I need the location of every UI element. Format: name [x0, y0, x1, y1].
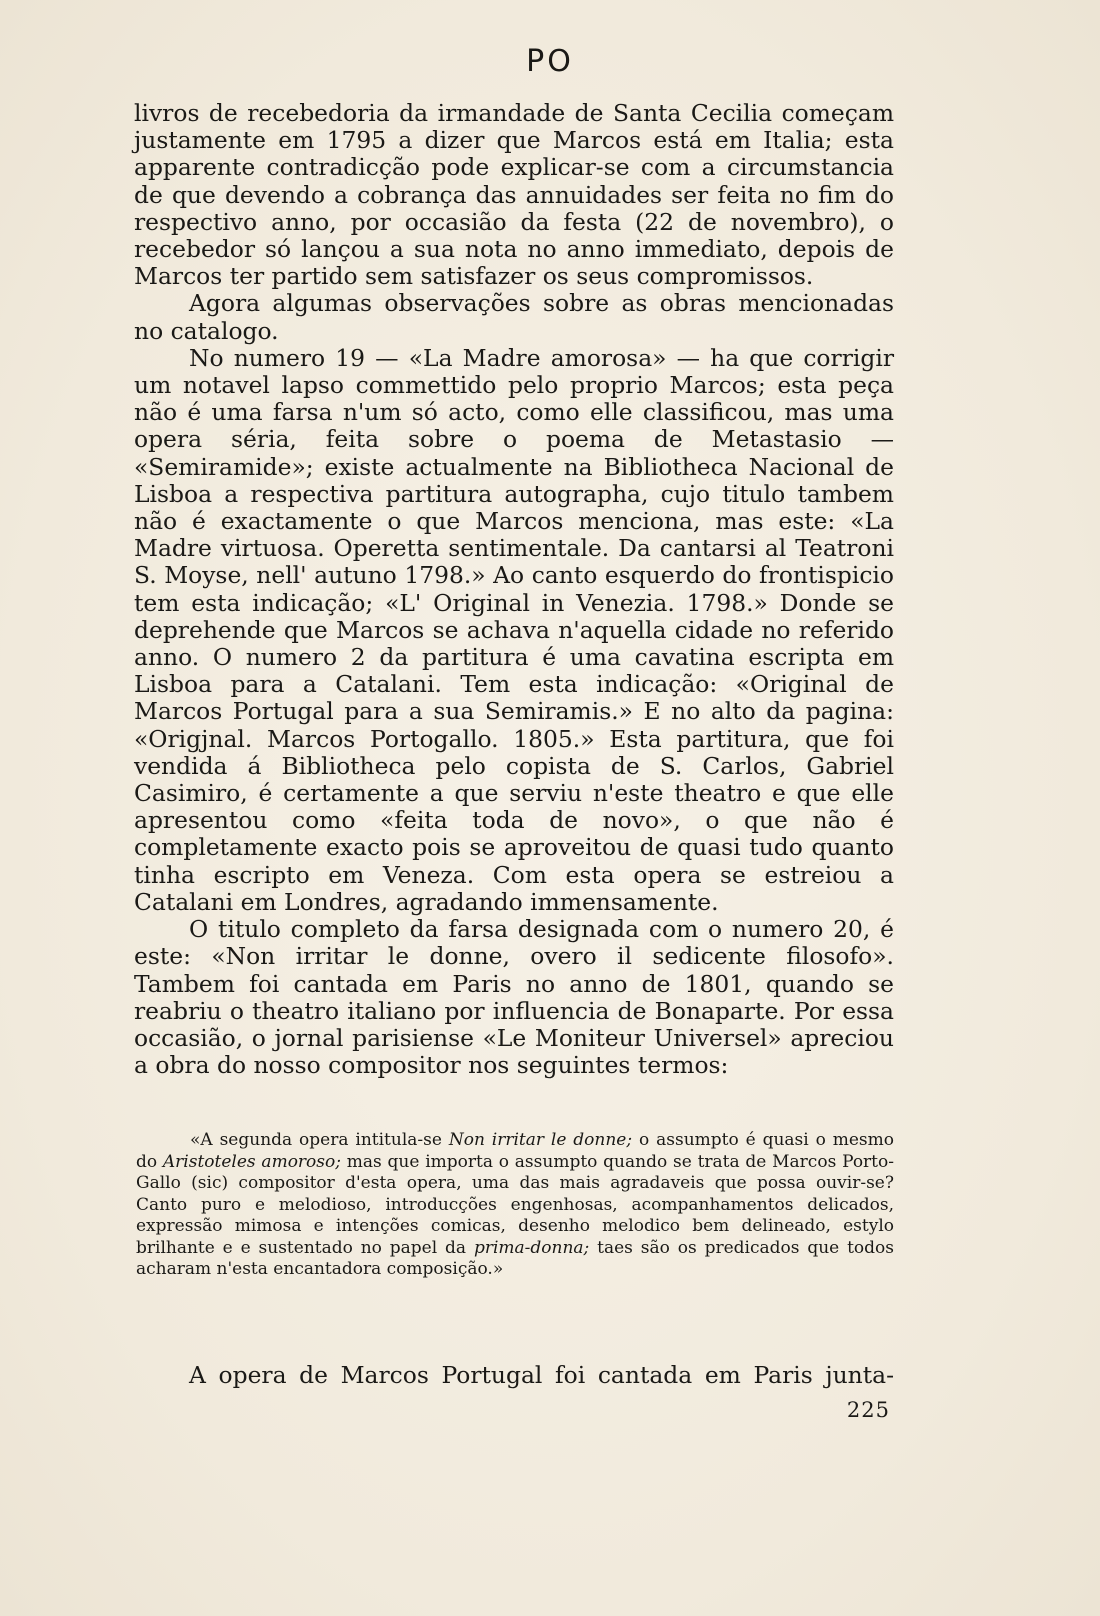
quote-title-non-irritar: Non irritar le donne;: [448, 1130, 633, 1150]
quote-text-2: o assumpto é quasi o mesmo do: [136, 1130, 894, 1172]
running-header: PO: [526, 44, 574, 79]
paragraph-1: livros de recebedoria da irmandade de Santa Cecilia começam justamente em 1795 a dizer que Marcos está em Italia; esta apparente contradicção pode explicar-se com a circumstancia de que devendo a cobrança das annuidades ser feita no fim do respectivo anno, por occasião da festa (22 de novembro), o recebedor só lançou a sua nota no anno immediato, depois de Marcos ter partido sem satisfazer os seus compromissos.: [134, 99, 894, 291]
quote-title-aristoteles: Aristoteles amoroso;: [162, 1151, 341, 1172]
continuation-line: A opera de Marcos Portugal foi cantada em Paris junta-: [189, 1361, 894, 1389]
quote-title-prima-donna: prima-donna;: [473, 1237, 590, 1258]
main-text: [134, 100, 894, 1079]
block-quote: [136, 1130, 894, 1281]
paragraph-3: No numero 19 — «La Madre amorosa» — ha que corrigir um notavel lapso commettido pelo proprio Marcos; esta peça não é uma farsa n'um só acto, como elle classificou, mas uma opera séria, feita sobre o poema de Metastasio — «Semiramide»; existe actualmente na Bibliotheca Nacional de Lisboa a respectiva partitura autographa, cujo titulo tambem não é exactamente o que Marcos menciona, mas este: «La Madre virtuosa. Operetta sentimentale. Da cantarsi al Teatroni S. Moyse, nell' autuno 1798.» Ao canto esquerdo do frontispicio tem esta indicação; «L' Original in Venezia. 1798.» Donde se deprehende que Marcos se achava n'aquella cidade no referido anno. O numero 2 da partitura é uma cavatina escripta em Lisboa para a Catalani. Tem esta indicação: «Original de Marcos Portugal para a sua Semiramis.» E no alto da pagina: «Origjnal. Marcos Portogallo. 1805.» Esta partitura, que foi vendida á Bibliotheca pelo copista de S. Carlos, Gabriel Casimiro, é certamente a que serviu n'este theatro e que elle apresentou como «feita toda de novo», o que não é completamente exacto pois se aproveitou de quasi tudo quanto tinha escripto em Veneza. Com esta opera se estreiou a Catalani em Londres, agradando immensamente.: [134, 343, 894, 916]
page-number: 225: [846, 1398, 890, 1422]
quote-text-3: mas que importa o assumpto quando se trata de Marcos Porto-Gallo (sic) compositor d'esta opera, uma das mais agradaveis que possa ouvir-se? Canto puro e melodioso, introducções engenhosas, acompanhamentos delicados, expressão mimosa e intenções comicas, desenho melodico bem delineado, estylo brilhante e e sustentado no papel da: [136, 1151, 894, 1258]
quote-text-4: taes são os predicados que todos acharam n'esta encantadora composição.»: [136, 1237, 894, 1279]
paragraph-2: Agora algumas observações sobre as obras mencionadas no catalogo.: [134, 289, 894, 345]
quote-text-1: «A segunda opera intitula-se: [190, 1130, 449, 1150]
paragraph-4: O titulo completo da farsa designada com o numero 20, é este: «Non irritar le donne, overo il sedicente filosofo». Tambem foi cantada em Paris no anno de 1801, quando se reabriu o theatro italiano por influencia de Bonaparte. Por essa occasião, o jornal parisiense «Le Moniteur Universel» apreciou a obra do nosso compositor nos seguintes termos:: [134, 915, 894, 1080]
